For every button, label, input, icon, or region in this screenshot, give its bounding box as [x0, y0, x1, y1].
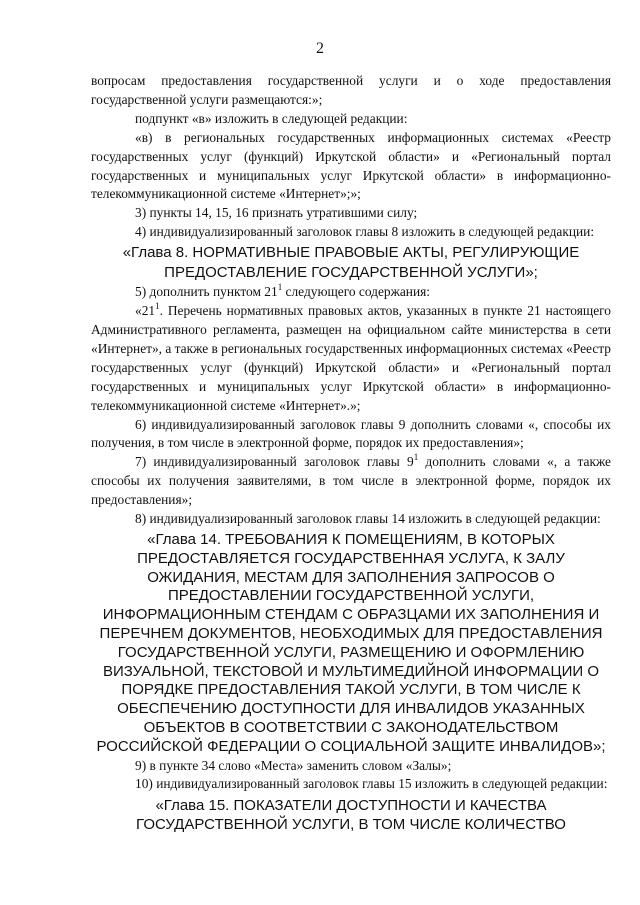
superscript: 1	[155, 301, 160, 312]
paragraph-item-5	[91, 283, 611, 302]
paragraph-point-21-1	[91, 302, 611, 415]
paragraph-item-4: 4) индивидуализированный заголовок главы 8 изложить в следующей редакции:	[135, 224, 595, 240]
paragraph-item-6: 6) индивидуализированный заголовок главы 9 дополнить словами «, способы их получения, в том числе в электронной форме, порядок их предоставления»;	[91, 416, 611, 451]
chapter-15-heading: «Глава 15. ПОКАЗАТЕЛИ ДОСТУПНОСТИ И КАЧЕСТВА ГОСУДАРСТВЕННОЙ УСЛУГИ, В ТОМ ЧИСЛЕ КОЛИЧЕСТВО	[136, 797, 566, 834]
document-body	[91, 72, 611, 834]
paragraph-item-9: 9) в пункте 34 слово «Места» заменить словом «Залы»;	[135, 757, 452, 773]
paragraph-item-7-tail: дополнить словами «, а также способы их получения заявителями, в том числе в электронной форме, порядок их предоставления»;	[91, 454, 611, 508]
paragraph-continuation: вопросам предоставления государственной услуги и о ходе предоставления государственной услуги размещаются:»;	[91, 73, 611, 107]
paragraph-item-10: 10) индивидуализированный заголовок главы 15 изложить в следующей редакции:	[135, 776, 608, 792]
chapter-8-heading: «Глава 8. НОРМАТИВНЫЕ ПРАВОВЫЕ АКТЫ, РЕГУЛИРУЮЩИЕ ПРЕДОСТАВЛЕНИЕ ГОСУДАРСТВЕННОЙ УСЛУГИ»;	[122, 244, 580, 282]
paragraph-item-5-text: 5) дополнить пунктом 21	[135, 284, 278, 300]
paragraph-item-5-tail: следующего содержания:	[282, 284, 431, 300]
paragraph-item-8: 8) индивидуализированный заголовок главы 14 изложить в следующей редакции:	[135, 511, 601, 527]
page-number: 2	[316, 40, 324, 57]
paragraph-point-21-1-start: «21	[135, 303, 156, 319]
paragraph-item-7	[91, 453, 611, 510]
paragraph-point-21-1-text: . Перечень нормативных правовых актов, указанных в пункте 21 настоящего Административного регламента, размещен на официальном сайте министерства в сети «Интернет», а также в региональных государственных информационных системах «Реестр государственных услуг (функций) Иркутской области» и «Региональный портал государственных и муниципальных услуг Иркутской области» в информационно-телекоммуникационной системе «Интернет».»;	[91, 303, 611, 413]
paragraph-quote-v: «в) в региональных государственных информационных системах «Реестр государственных услуг (функций) Иркутской области» и «Региональный портал государственных и муниципальных услуг Иркутской области» в информационно-телекоммуникационной системе «Интернет»;»;	[91, 129, 611, 202]
chapter-14-heading: «Глава 14. ТРЕБОВАНИЯ К ПОМЕЩЕНИЯМ, В КОТОРЫХ ПРЕДОСТАВЛЯЕТСЯ ГОСУДАРСТВЕННАЯ УСЛУГА, К ЗАЛУ ОЖИДАНИЯ, МЕСТАМ ДЛЯ ЗАПОЛНЕНИЯ ЗАПРОСОВ О ПРЕДОСТАВЛЕНИИ ГОСУДАРСТВЕННОЙ УСЛУГИ, ИНФОРМАЦИОННЫМ СТЕНДАМ С ОБРАЗЦАМИ ИХ ЗАПОЛНЕНИЯ И ПЕРЕЧНЕМ ДОКУМЕНТОВ, НЕОБХОДИМЫХ ДЛЯ ПРЕДОСТАВЛЕНИЯ ГОСУДАРСТВЕННОЙ УСЛУГИ, РАЗМЕЩЕНИЮ И ОФОРМЛЕНИЮ ВИЗУАЛЬНОЙ, ТЕКСТОВОЙ И МУЛЬТИМЕДИЙНОЙ ИНФОРМАЦИИ О ПОРЯДКЕ ПРЕДОСТАВЛЕНИЯ ТАКОЙ УСЛУГИ, В ТОМ ЧИСЛЕ К ОБЕСПЕЧЕНИЮ ДОСТУПНОСТИ ДЛЯ ИНВАЛИДОВ УКАЗАННЫХ ОБЪЕКТОВ В СООТВЕТСТВИИ С ЗАКОНОДАТЕЛЬСТВОМ РОССИЙСКОЙ ФЕДЕРАЦИИ О СОЦИАЛЬНОЙ ЗАЩИТЕ ИНВАЛИДОВ»;	[96, 530, 606, 755]
paragraph-subitem-v: подпункт «в» изложить в следующей редакции:	[135, 110, 408, 126]
superscript: 1	[277, 282, 283, 293]
paragraph-item-3: 3) пункты 14, 15, 16 признать утратившими силу;	[135, 205, 418, 221]
superscript: 1	[413, 452, 419, 463]
paragraph-item-7-text: 7) индивидуализированный заголовок главы 9	[135, 454, 414, 470]
